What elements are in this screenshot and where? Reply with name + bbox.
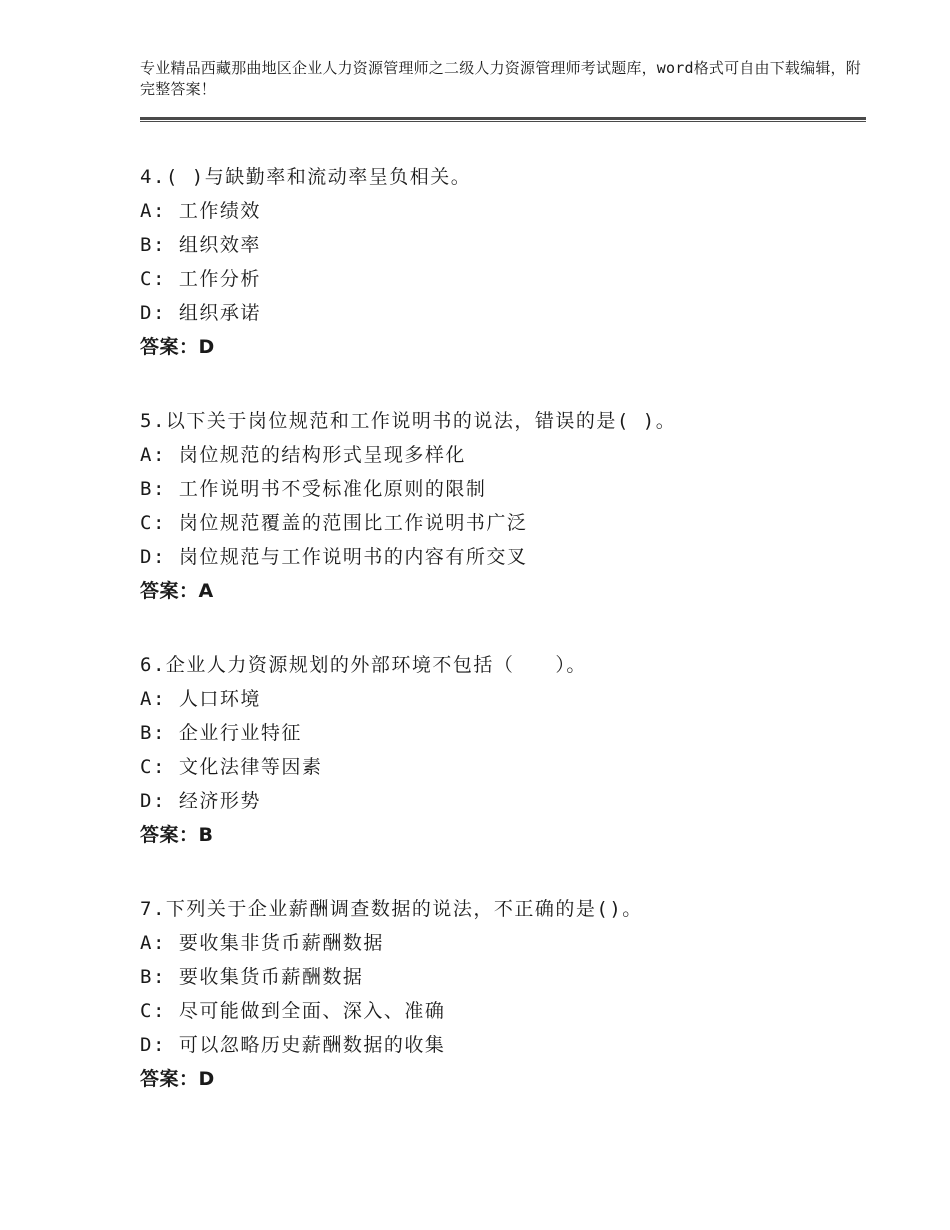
option-a: A: 要收集非货币薪酬数据	[140, 932, 384, 954]
header-divider	[140, 117, 866, 122]
answer-line: 答案：D	[140, 1068, 215, 1090]
document-page	[140, 58, 866, 1096]
option-c: C: 工作分析	[140, 268, 261, 290]
option-a: A: 工作绩效	[140, 200, 261, 222]
option-c: C: 尽可能做到全面、深入、准确	[140, 1000, 446, 1022]
option-b: B: 工作说明书不受标准化原则的限制	[140, 478, 487, 500]
answer-line: 答案：D	[140, 336, 215, 358]
option-c: C: 文化法律等因素	[140, 756, 323, 778]
option-b: B: 要收集货币薪酬数据	[140, 966, 364, 988]
question-stem: 4.( )与缺勤率和流动率呈负相关。	[140, 166, 472, 188]
question-block	[140, 160, 866, 364]
question-block	[140, 892, 866, 1096]
option-a: A: 岗位规范的结构形式呈现多样化	[140, 444, 466, 466]
option-a: A: 人口环境	[140, 688, 261, 710]
answer-line: 答案：B	[140, 824, 214, 846]
option-d: D: 组织承诺	[140, 302, 261, 324]
option-b: B: 组织效率	[140, 234, 261, 256]
question-block	[140, 648, 866, 852]
question-stem: 6.企业人力资源规划的外部环境不包括（ ）。	[140, 654, 587, 676]
option-d: D: 经济形势	[140, 790, 261, 812]
option-b: B: 企业行业特征	[140, 722, 302, 744]
document-header: 专业精品西藏那曲地区企业人力资源管理师之二级人力资源管理师考试题库，word格式可自由下载编辑，附完整答案！	[140, 59, 861, 98]
question-list	[140, 160, 866, 1096]
option-c: C: 岗位规范覆盖的范围比工作说明书广泛	[140, 512, 528, 534]
question-stem: 5.以下关于岗位规范和工作说明书的说法，错误的是( )。	[140, 410, 677, 432]
option-d: D: 可以忽略历史薪酬数据的收集	[140, 1034, 446, 1056]
answer-line: 答案：A	[140, 580, 214, 602]
option-d: D: 岗位规范与工作说明书的内容有所交叉	[140, 546, 528, 568]
question-stem: 7.下列关于企业薪酬调查数据的说法，不正确的是()。	[140, 898, 643, 920]
question-block	[140, 404, 866, 608]
